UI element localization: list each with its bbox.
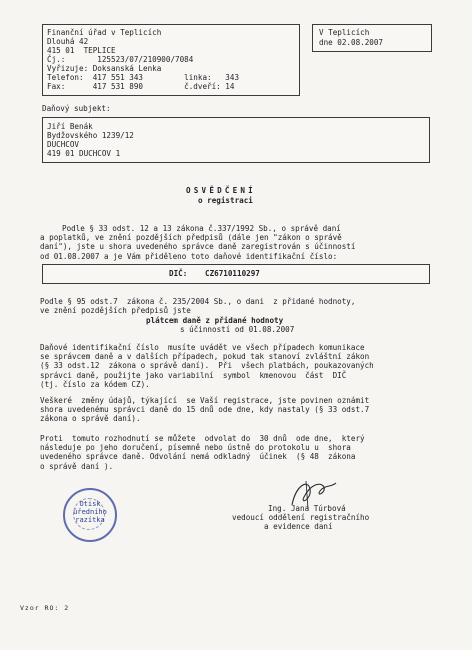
subject-box (42, 117, 430, 163)
vat-effective-date: s účinností od 01.08.2007 (180, 325, 295, 334)
office-line: Čj.: 125523/07/210900/7084 (47, 55, 194, 64)
office-line: Vyřizuje: Doksanská Lenka (47, 64, 162, 73)
subject-line: 419 01 DUCHCOV 1 (47, 149, 121, 158)
subject-line: Bydžovského 1239/12 (47, 131, 134, 140)
para-line: Podle § 33 odst. 12 a 13 zákona č.337/1992 Sb., o správě daní (62, 224, 341, 233)
office-address-box (42, 24, 300, 96)
office-line: Fax: 417 531 890 č.dveří: 14 (47, 82, 235, 91)
document-title: OSVĚDČENÍ (186, 186, 256, 195)
subject-line: Jiří Benák (47, 122, 93, 131)
stamp-label-line: úředního (73, 508, 107, 516)
para-line: Veškeré změny údajů, týkající se Vaší registrace, jste povinen oznámit (40, 396, 370, 405)
para-line: shora uvedenému správci daně do 15 dnů ode dne, kdy nastaly (§ 33 odst.7 (40, 405, 370, 415)
office-line: 415 01 TEPLICE (47, 46, 116, 55)
dic-label: DIČ: (169, 269, 188, 278)
dic-value: CZ6710110297 (205, 269, 260, 278)
office-line: Dlouhá 42 (47, 37, 89, 46)
paragraph-dic-usage (40, 343, 432, 389)
para-line: správci daně, použijte jako variabilní symbol kmenovou část DIČ (40, 370, 347, 380)
document-subtitle: o registraci (198, 196, 253, 205)
signatory-name: Ing. Jana Túrbová (268, 504, 346, 513)
form-code: Vzor RO: 2 (20, 604, 70, 612)
para-line: Podle § 95 odst.7 zákona č. 235/2004 Sb., o dani z přidané hodnoty, (40, 297, 356, 306)
para-line: od 01.08.2007 a je Vám přiděleno toto daňové identifikační číslo: (40, 251, 338, 261)
signatory-role: vedoucí oddělení registračního (232, 513, 370, 522)
paragraph-vat (40, 297, 432, 315)
subject-label: Daňový subjekt: (42, 104, 111, 113)
para-line: (§ 33 odst.12 zákona o správě daní). Při všech platbách, poukazovaných (40, 361, 374, 371)
stamp-label-line: razítka (75, 516, 105, 524)
para-line: se správcem daně a v dalších případech, pokud tak stanoví zvláštní zákon (40, 352, 370, 362)
para-line: zákona o správě daní). (40, 414, 141, 424)
paragraph-registration (40, 224, 432, 261)
stamp-label-line: Otisk (79, 500, 101, 508)
office-line: Finanční úřad v Teplicích (47, 28, 162, 37)
para-line: daní"), jste u shora uvedeného správce daně zaregistrován s účinností (40, 242, 356, 252)
para-line: uvedeného správce daně. Odvolání nemá odkladný účinek (§ 48 zákona (40, 452, 356, 462)
date-box (312, 24, 432, 52)
paragraph-changes (40, 396, 432, 424)
vat-payer-status: plátcem daně z přidané hodnoty (146, 316, 284, 325)
signatory-role: a evidence daní (264, 522, 333, 531)
dic-box (42, 264, 430, 284)
para-line: a poplatků, ve znění pozdějších předpisů (dále jen "zákon o správě (40, 233, 342, 243)
date-place: V Teplicích (319, 28, 370, 37)
para-line: Daňové identifikační číslo musíte uvádět ve všech případech komunikace (40, 343, 365, 352)
stamp-label (64, 500, 116, 524)
subject-line: DUCHCOV (47, 140, 80, 149)
para-line: (tj. číslo za kódem CZ). (40, 379, 150, 389)
date-value: dne 02.08.2007 (319, 38, 384, 47)
para-line: ve znění pozdějších předpisů jste (40, 306, 191, 316)
para-line: Proti tomuto rozhodnutí se můžete odvolat do 30 dnů ode dne, který (40, 434, 365, 443)
office-line: Telefon: 417 551 343 linka: 343 (47, 73, 240, 82)
paragraph-appeal (40, 434, 432, 471)
para-line: následuje po jeho doručení, písemně nebo ústně do protokolu u shora (40, 443, 351, 453)
para-line: o správě daní ). (40, 461, 114, 471)
